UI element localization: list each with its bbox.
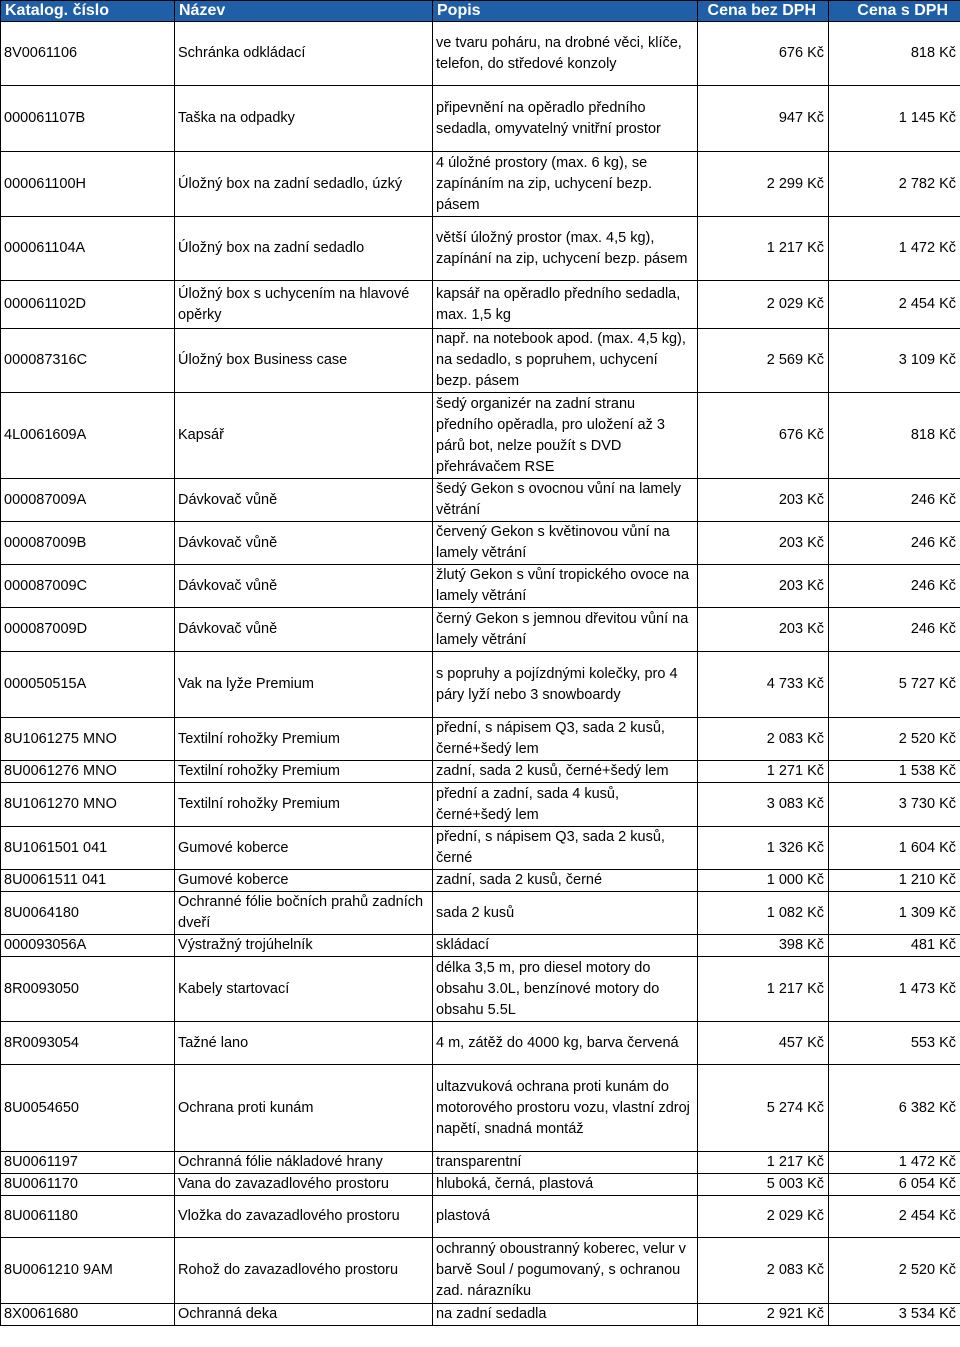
cell-desc: sada 2 kusů [433,892,698,935]
cell-price: 1 217 Kč [698,217,829,281]
cell-price-vat: 1 210 Kč [829,870,960,892]
cell-desc: ochranný oboustranný koberec, velur v barvě Soul / pogumovaný, s ochranou zad. nárazníku [433,1238,698,1304]
cell-name: Taška na odpadky [175,86,433,152]
cell-code: 000061104A [1,217,175,281]
cell-price-vat: 1 472 Kč [829,217,960,281]
cell-code: 8X0061680 [1,1304,175,1326]
cell-price: 3 083 Kč [698,783,829,827]
cell-name: Kapsář [175,393,433,479]
header-name: Název [175,1,433,22]
cell-name: Výstražný trojúhelník [175,935,433,957]
cell-price-vat: 2 520 Kč [829,718,960,761]
cell-price-vat: 246 Kč [829,608,960,652]
cell-desc: ve tvaru poháru, na drobné věci, klíče, telefon, do středové konzoly [433,22,698,86]
cell-desc: šedý organizér na zadní stranu předního opěradla, pro uložení až 3 párů bot, nelze použít s DVD přehrávačem RSE [433,393,698,479]
cell-name: Úložný box s uchycením na hlavové opěrky [175,281,433,329]
cell-price: 1 217 Kč [698,957,829,1022]
cell-price-vat: 818 Kč [829,22,960,86]
table-row [1,522,960,565]
cell-price: 676 Kč [698,393,829,479]
cell-code: 000087009A [1,479,175,522]
cell-price-vat: 246 Kč [829,522,960,565]
table-row [1,870,960,892]
table-row [1,761,960,783]
cell-desc: s popruhy a pojízdnými kolečky, pro 4 páry lyží nebo 3 snowboardy [433,652,698,718]
cell-name: Vložka do zavazadlového prostoru [175,1196,433,1238]
table-row [1,652,960,718]
cell-desc: přední, s nápisem Q3, sada 2 kusů, černé [433,827,698,870]
cell-price-vat: 1 604 Kč [829,827,960,870]
cell-code: 8R0093054 [1,1022,175,1065]
cell-price: 203 Kč [698,522,829,565]
table-row [1,718,960,761]
cell-name: Gumové koberce [175,870,433,892]
cell-desc: hluboká, černá, plastová [433,1174,698,1196]
cell-code: 000061102D [1,281,175,329]
table-row [1,892,960,935]
cell-desc: transparentní [433,1152,698,1174]
table-row [1,393,960,479]
table-row [1,608,960,652]
cell-desc: přední, s nápisem Q3, sada 2 kusů, černé+šedý lem [433,718,698,761]
cell-price: 4 733 Kč [698,652,829,718]
table-row [1,1196,960,1238]
table-row [1,152,960,217]
header-price-vat: Cena s DPH [829,1,960,22]
cell-code: 8U0061210 9AM [1,1238,175,1304]
cell-name: Rohož do zavazadlového prostoru [175,1238,433,1304]
cell-price: 676 Kč [698,22,829,86]
cell-price: 5 003 Kč [698,1174,829,1196]
cell-price-vat: 3 534 Kč [829,1304,960,1326]
cell-price: 1 000 Kč [698,870,829,892]
cell-price: 947 Kč [698,86,829,152]
cell-price-vat: 1 309 Kč [829,892,960,935]
cell-code: 8U1061275 MNO [1,718,175,761]
cell-price: 398 Kč [698,935,829,957]
cell-desc: délka 3,5 m, pro diesel motory do obsahu 3.0L, benzínové motory do obsahu 5.5L [433,957,698,1022]
cell-name: Dávkovač vůně [175,608,433,652]
cell-price: 2 083 Kč [698,718,829,761]
cell-price-vat: 2 782 Kč [829,152,960,217]
cell-name: Vak na lyže Premium [175,652,433,718]
table-row [1,1022,960,1065]
cell-price-vat: 1 472 Kč [829,1152,960,1174]
cell-name: Ochranná deka [175,1304,433,1326]
cell-price-vat: 3 109 Kč [829,329,960,393]
cell-code: 000061100H [1,152,175,217]
cell-code: 8U0061197 [1,1152,175,1174]
cell-price: 2 569 Kč [698,329,829,393]
cell-code: 000061107B [1,86,175,152]
cell-price: 1 326 Kč [698,827,829,870]
cell-price: 2 029 Kč [698,1196,829,1238]
cell-price: 203 Kč [698,479,829,522]
table-row [1,1174,960,1196]
cell-price-vat: 2 454 Kč [829,1196,960,1238]
cell-name: Dávkovač vůně [175,522,433,565]
cell-price-vat: 1 538 Kč [829,761,960,783]
table-body [1,22,960,1326]
cell-price-vat: 246 Kč [829,479,960,522]
cell-code: 4L0061609A [1,393,175,479]
cell-name: Úložný box na zadní sedadlo, úzký [175,152,433,217]
cell-desc: zadní, sada 2 kusů, černé+šedý lem [433,761,698,783]
cell-code: 8V0061106 [1,22,175,86]
header-row [1,1,960,22]
cell-price-vat: 818 Kč [829,393,960,479]
cell-desc: skládací [433,935,698,957]
table-row [1,783,960,827]
cell-desc: černý Gekon s jemnou dřevitou vůní na lamely větrání [433,608,698,652]
cell-name: Dávkovač vůně [175,479,433,522]
cell-name: Vana do zavazadlového prostoru [175,1174,433,1196]
cell-price: 2 083 Kč [698,1238,829,1304]
table-row [1,22,960,86]
table-row [1,565,960,608]
cell-price-vat: 553 Kč [829,1022,960,1065]
cell-name: Ochranná fólie nákladové hrany [175,1152,433,1174]
cell-desc: přední a zadní, sada 4 kusů, černé+šedý lem [433,783,698,827]
cell-price-vat: 481 Kč [829,935,960,957]
cell-name: Gumové koberce [175,827,433,870]
cell-price-vat: 6 382 Kč [829,1065,960,1152]
table-row [1,1238,960,1304]
cell-price-vat: 2 520 Kč [829,1238,960,1304]
cell-code: 8U0064180 [1,892,175,935]
cell-price-vat: 1 145 Kč [829,86,960,152]
cell-price-vat: 5 727 Kč [829,652,960,718]
cell-desc: kapsář na opěradlo předního sedadla, max. 1,5 kg [433,281,698,329]
cell-price-vat: 3 730 Kč [829,783,960,827]
cell-name: Kabely startovací [175,957,433,1022]
cell-price: 2 299 Kč [698,152,829,217]
cell-price-vat: 1 473 Kč [829,957,960,1022]
table-row [1,827,960,870]
table-row [1,217,960,281]
cell-name: Úložný box na zadní sedadlo [175,217,433,281]
cell-name: Schránka odkládací [175,22,433,86]
table-row [1,479,960,522]
header-price: Cena bez DPH [698,1,829,22]
cell-price: 203 Kč [698,608,829,652]
cell-name: Dávkovač vůně [175,565,433,608]
cell-price: 5 274 Kč [698,1065,829,1152]
header-desc: Popis [433,1,698,22]
cell-price-vat: 6 054 Kč [829,1174,960,1196]
cell-code: 000087009B [1,522,175,565]
cell-code: 8U1061501 041 [1,827,175,870]
table-row [1,1152,960,1174]
cell-code: 8R0093050 [1,957,175,1022]
cell-desc: 4 úložné prostory (max. 6 kg), se zapínáním na zip, uchycení bezp. pásem [433,152,698,217]
table-row [1,957,960,1022]
cell-name: Ochranné fólie bočních prahů zadních dveří [175,892,433,935]
cell-code: 000087009C [1,565,175,608]
cell-desc: 4 m, zátěž do 4000 kg, barva červená [433,1022,698,1065]
cell-price: 1 217 Kč [698,1152,829,1174]
cell-code: 8U0061511 041 [1,870,175,892]
cell-desc: červený Gekon s květinovou vůní na lamely větrání [433,522,698,565]
cell-price: 457 Kč [698,1022,829,1065]
cell-desc: ultazvuková ochrana proti kunám do motorového prostoru vozu, vlastní zdroj napětí, snadná montáž [433,1065,698,1152]
cell-name: Úložný box Business case [175,329,433,393]
cell-desc: plastová [433,1196,698,1238]
cell-name: Ochrana proti kunám [175,1065,433,1152]
cell-desc: šedý Gekon s ovocnou vůní na lamely větrání [433,479,698,522]
cell-code: 000087009D [1,608,175,652]
cell-price: 203 Kč [698,565,829,608]
table-row [1,1304,960,1326]
cell-desc: větší úložný prostor (max. 4,5 kg), zapínání na zip, uchycení bezp. pásem [433,217,698,281]
table-row [1,281,960,329]
cell-desc: zadní, sada 2 kusů, černé [433,870,698,892]
cell-code: 8U0061170 [1,1174,175,1196]
cell-desc: připevnění na opěradlo předního sedadla, omyvatelný vnitřní prostor [433,86,698,152]
cell-price-vat: 2 454 Kč [829,281,960,329]
cell-price: 1 271 Kč [698,761,829,783]
cell-code: 000087316C [1,329,175,393]
table-row [1,935,960,957]
cell-price: 2 029 Kč [698,281,829,329]
cell-code: 8U0061276 MNO [1,761,175,783]
table-row [1,86,960,152]
cell-code: 000050515A [1,652,175,718]
cell-code: 8U1061270 MNO [1,783,175,827]
cell-name: Textilní rohožky Premium [175,761,433,783]
header-code: Katalog. číslo [1,1,175,22]
cell-desc: např. na notebook apod. (max. 4,5 kg), na sedadlo, s popruhem, uchycení bezp. pásem [433,329,698,393]
cell-name: Textilní rohožky Premium [175,718,433,761]
cell-name: Tažné lano [175,1022,433,1065]
cell-price-vat: 246 Kč [829,565,960,608]
cell-code: 000093056A [1,935,175,957]
cell-code: 8U0054650 [1,1065,175,1152]
cell-price: 1 082 Kč [698,892,829,935]
cell-desc: žlutý Gekon s vůní tropického ovoce na lamely větrání [433,565,698,608]
cell-desc: na zadní sedadla [433,1304,698,1326]
table-row [1,329,960,393]
cell-name: Textilní rohožky Premium [175,783,433,827]
cell-price: 2 921 Kč [698,1304,829,1326]
table-row [1,1065,960,1152]
cell-code: 8U0061180 [1,1196,175,1238]
